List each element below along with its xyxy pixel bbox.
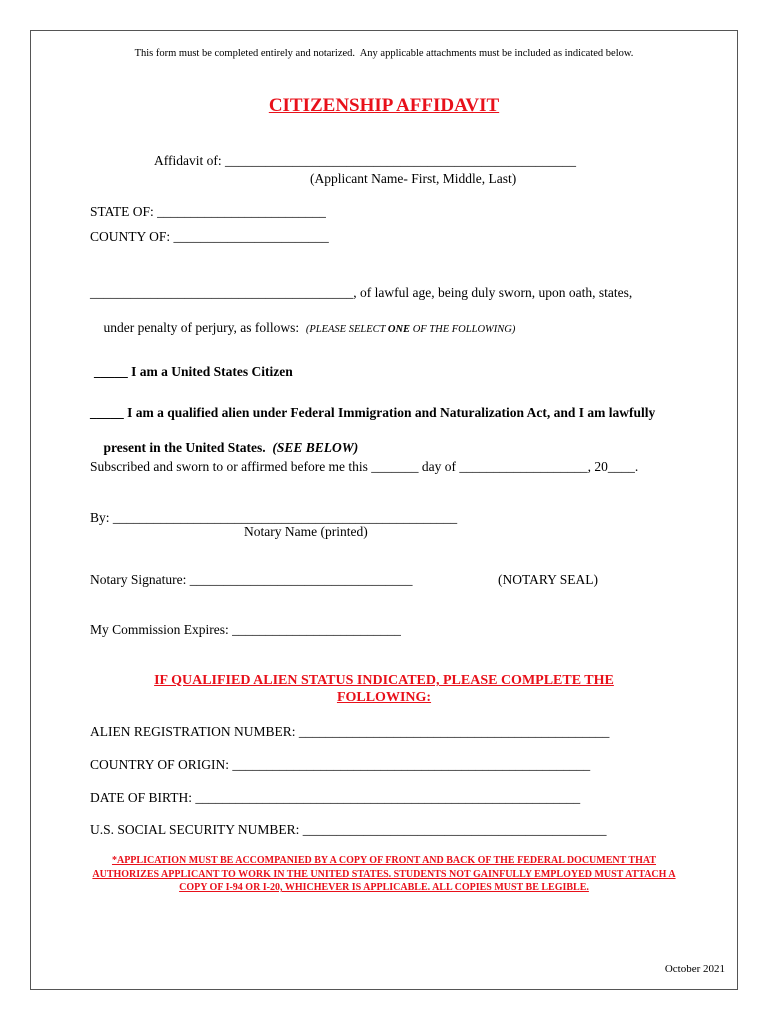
state-field[interactable]: STATE OF: _________________________ (90, 204, 326, 219)
see-below-text: (SEE BELOW) (272, 440, 359, 455)
attachment-requirement-note: *APPLICATION MUST BE ACCOMPANIED BY A COPY OF FRONT AND BACK OF THE FEDERAL DOCUMENT THAT AUTHORIZES APPLICANT TO WORK IN THE UNITED STATES. STUDENTS NOT GAINFULLY EMPLOYED MUST ATTACH A COPY OF I-94 OR I-20, WHICHEVER IS APPLICABLE. ALL COPIES MUST BE LEGIBLE. (92, 855, 676, 893)
oath-prefix: under penalty of perjury, as follows: (103, 320, 306, 335)
affiant-name-field[interactable]: _______________________________________, of lawful age, being duly sworn, upon oath, states, (90, 285, 633, 300)
affidavit-of-field[interactable]: Affidavit of: ____________________________________________________ (154, 153, 576, 168)
commission-expires-field[interactable]: My Commission Expires: _________________________ (90, 622, 401, 637)
revision-date: October 2021 (664, 963, 725, 975)
notary-name-caption: Notary Name (printed) (244, 524, 368, 539)
country-of-origin-field[interactable]: COUNTRY OF ORIGIN: _____________________________________________________ (90, 757, 591, 772)
document-title: CITIZENSHIP AFFIDAVIT (268, 95, 500, 116)
oath-instruction-a: (PLEASE SELECT (305, 324, 388, 335)
notary-by-field[interactable]: By: ___________________________________________________ (90, 510, 458, 525)
alien-section-heading: IF QUALIFIED ALIEN STATUS INDICATED, PLEASE COMPLETE THE FOLLOWING: (154, 673, 614, 705)
alien-registration-field[interactable]: ALIEN REGISTRATION NUMBER: ______________________________________________ (90, 724, 610, 739)
header-notice: This form must be completed entirely and notarized. Any applicable attachments must be included as indicated below. (134, 48, 634, 59)
option-qualified-alien[interactable]: _____ I am a qualified alien under Federal Immigration and Naturalization Act, and I am lawfully (90, 405, 656, 420)
oath-statement (90, 304, 515, 352)
affidavit-page (30, 30, 738, 990)
oath-instruction-one: ONE (387, 324, 411, 335)
ssn-field[interactable]: U.S. SOCIAL SECURITY NUMBER: _____________________________________________ (90, 822, 607, 837)
option-us-citizen[interactable]: _____ I am a United States Citizen (94, 364, 293, 379)
notary-signature-field[interactable]: Notary Signature: _________________________________ (90, 572, 413, 587)
alien-present-text: present in the United States. (103, 440, 273, 455)
date-of-birth-field[interactable]: DATE OF BIRTH: _________________________________________________________ (90, 790, 581, 805)
oath-instruction-c: OF THE FOLLOWING) (410, 324, 516, 335)
subscribed-sworn-line[interactable]: Subscribed and sworn to or affirmed before me this _______ day of ___________________, 20____. (90, 459, 639, 474)
county-field[interactable]: COUNTY OF: _______________________ (90, 229, 329, 244)
applicant-name-caption: (Applicant Name- First, Middle, Last) (310, 171, 517, 186)
notary-seal-label: (NOTARY SEAL) (498, 572, 599, 587)
